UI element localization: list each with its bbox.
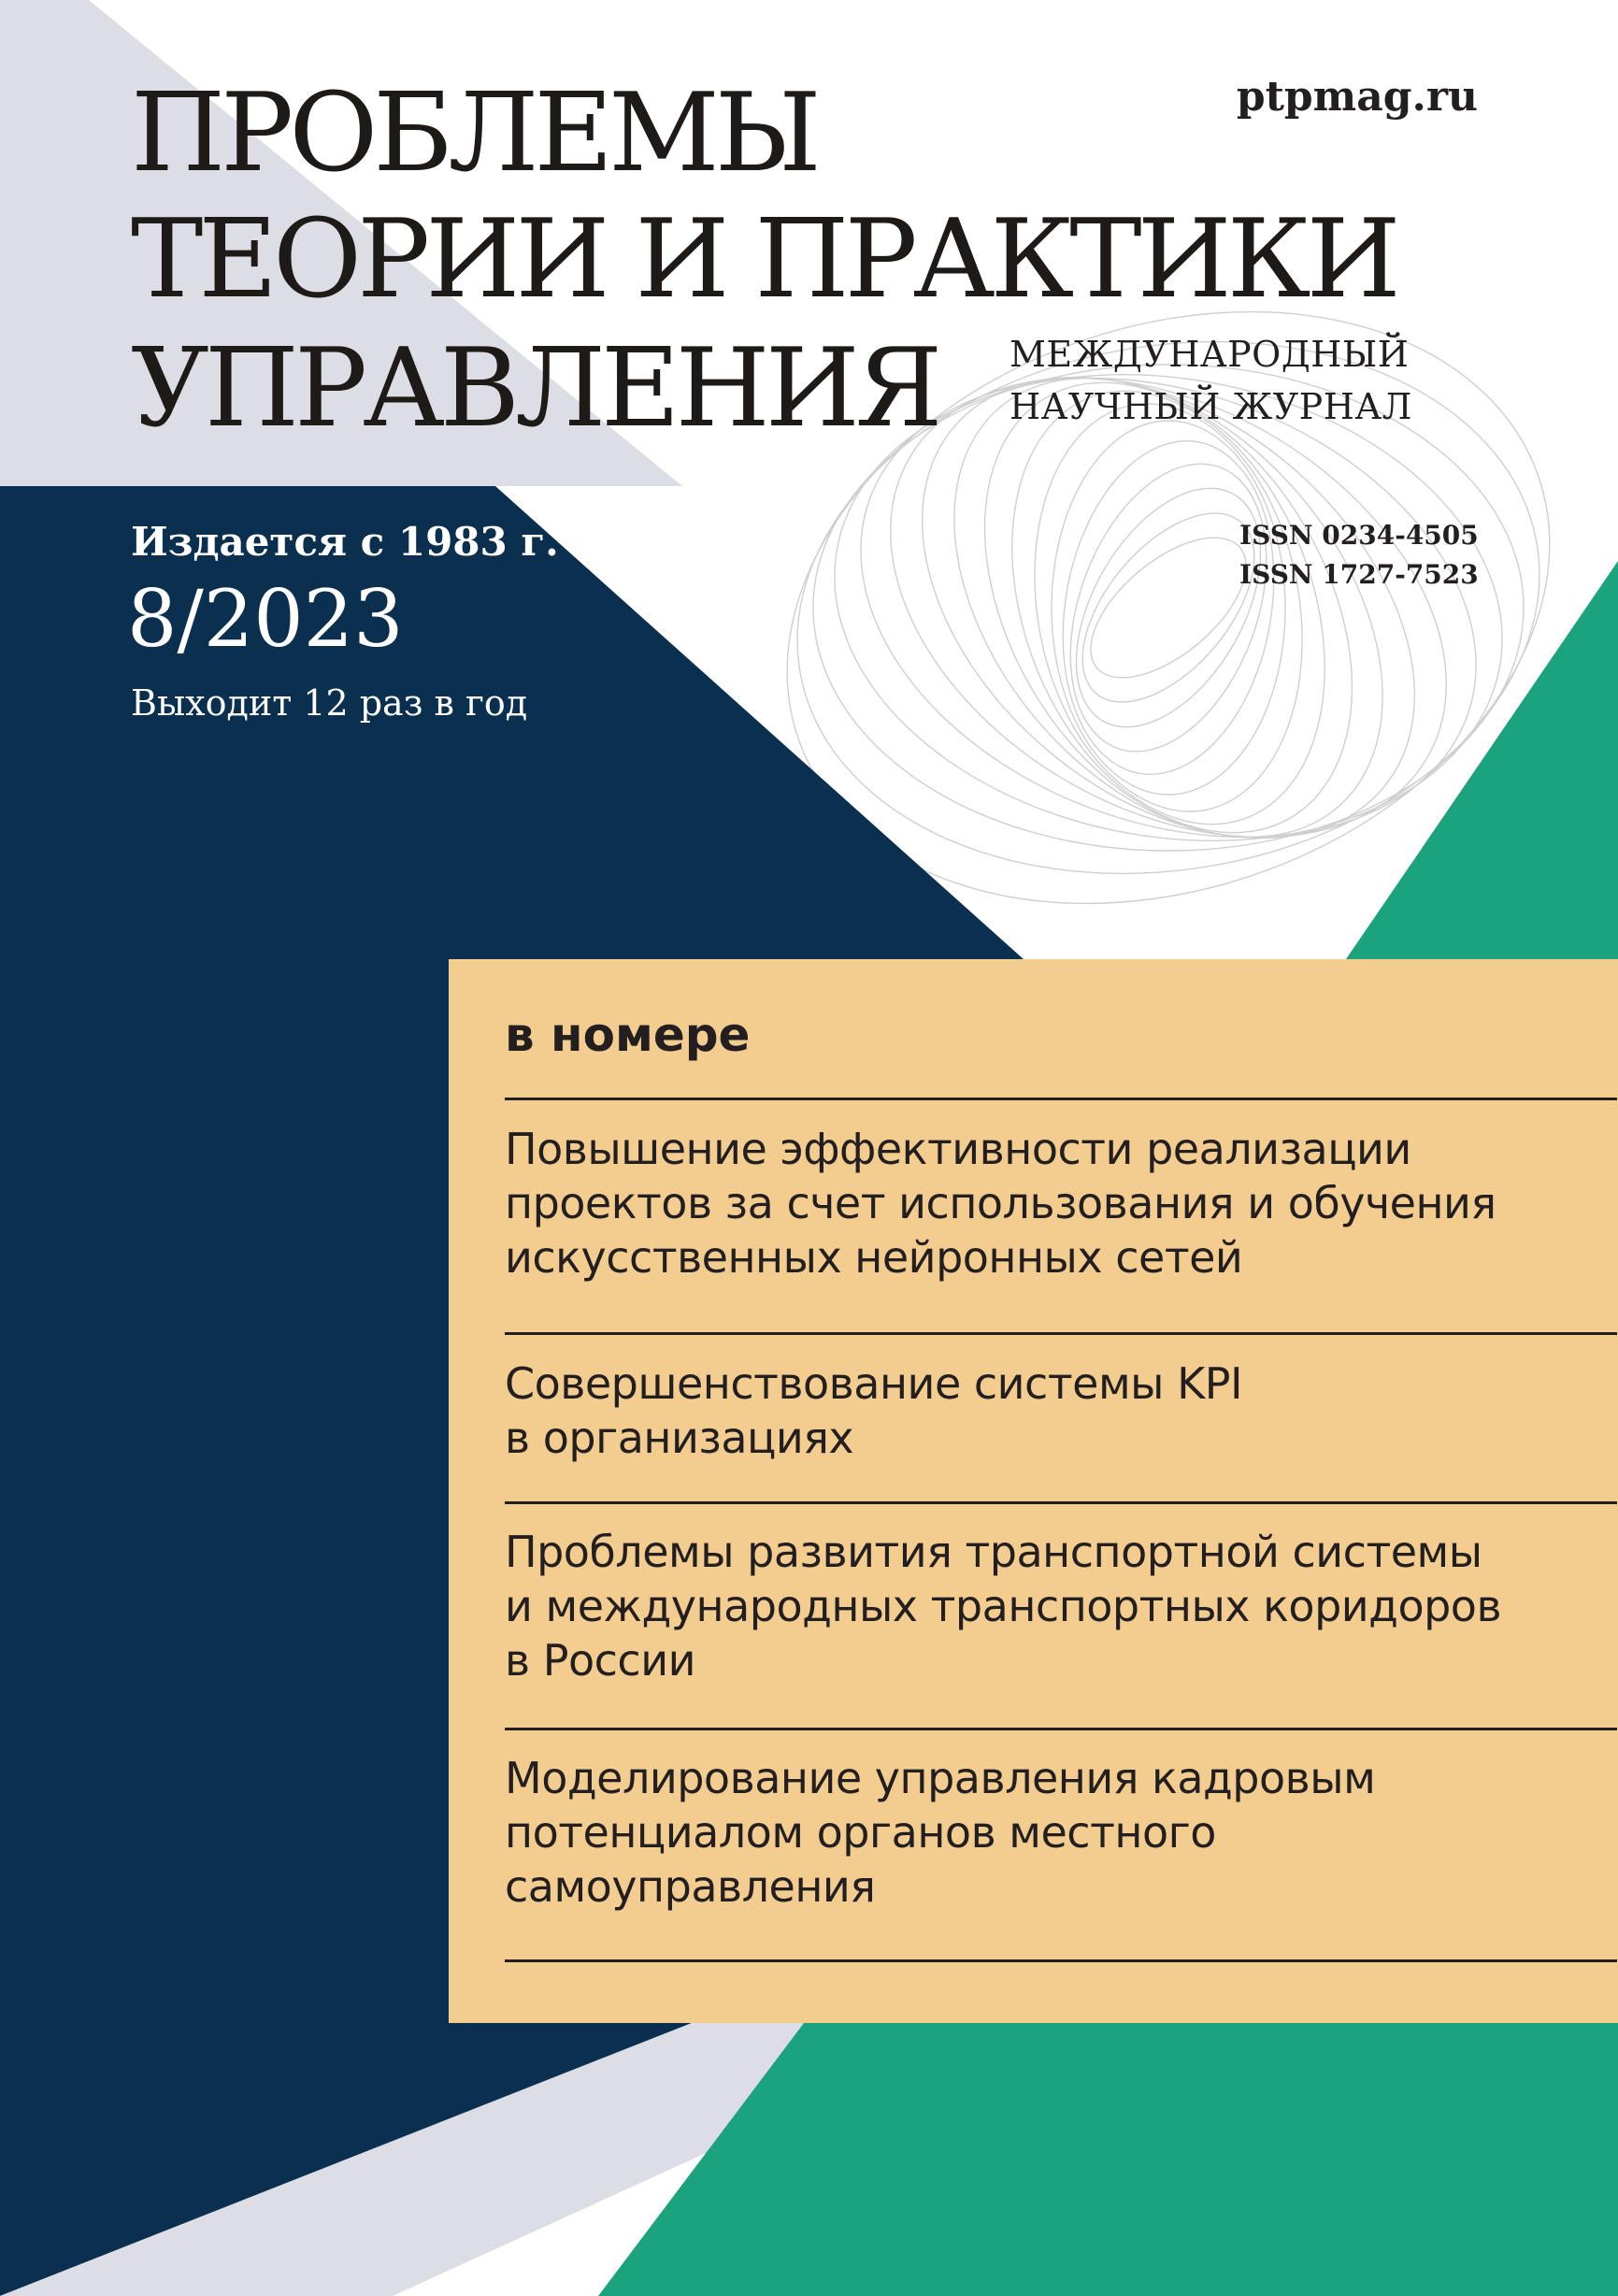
contents-heading: в номере: [505, 1008, 751, 1062]
contents-divider: [505, 1501, 1617, 1504]
article-title: Повышение эффективности реализации проектов за счет использования и обучения искусственных нейронных сетей: [505, 1124, 1496, 1283]
journal-subtitle-line-1: МЕЖДУНАРОДНЫЙ: [1009, 334, 1410, 375]
journal-title-line-1: ПРОБЛЕМЫ: [131, 70, 817, 196]
contents-divider: [505, 1332, 1617, 1335]
article-title: Совершенствование системы KPI в организациях: [505, 1358, 1243, 1463]
published-since: Издается с 1983 г.: [131, 519, 559, 565]
green-top-triangle: [1346, 561, 1618, 959]
issue-frequency: Выходит 12 раз в год: [131, 682, 528, 724]
contents-divider: [505, 1728, 1617, 1730]
issue-number: 8/2023: [127, 573, 404, 665]
journal-title-line-3: УПРАВЛЕНИЯ: [131, 325, 938, 452]
website-link[interactable]: ptpmag.ru: [1236, 73, 1478, 121]
contents-divider: [505, 1959, 1617, 1962]
issn-print: ISSN 0234-4505: [1239, 520, 1479, 551]
article-title: Проблемы развития транспортной системы и международных транспортных коридоров в России: [505, 1527, 1502, 1686]
contents-divider: [505, 1098, 1617, 1100]
article-title: Моделирование управления кадровым потенциалом органов местного самоуправления: [505, 1753, 1376, 1912]
journal-title-line-2: ТЕОРИИ И ПРАКТИКИ: [131, 196, 1396, 323]
journal-subtitle-line-2: НАУЧНЫЙ ЖУРНАЛ: [1009, 386, 1412, 427]
issn-online: ISSN 1727-7523: [1239, 559, 1479, 590]
